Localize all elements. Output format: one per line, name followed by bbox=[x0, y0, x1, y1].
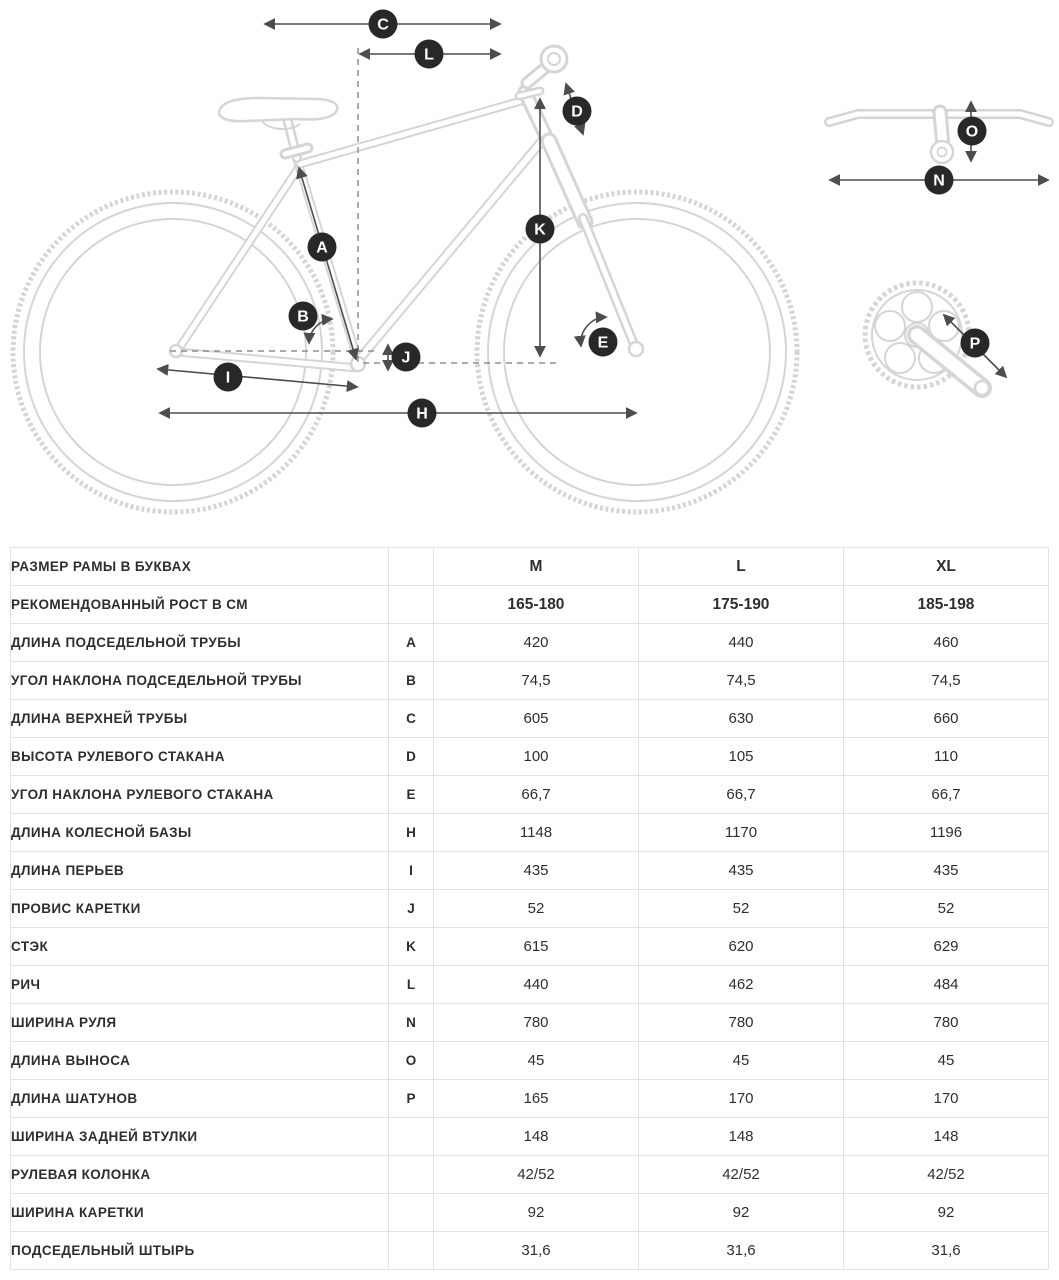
row-label: ДЛИНА КОЛЕСНОЙ БАЗЫ bbox=[11, 814, 389, 852]
row-label: ВЫСОТА РУЛЕВОГО СТАКАНА bbox=[11, 738, 389, 776]
row-value: 31,6 bbox=[844, 1232, 1049, 1270]
dim-label-a bbox=[308, 233, 337, 262]
dim-letter-d: D bbox=[571, 103, 583, 121]
geometry-table-body bbox=[11, 548, 1049, 1270]
row-value: 440 bbox=[639, 624, 844, 662]
dim-letter-c: C bbox=[377, 16, 389, 34]
table-row bbox=[11, 1232, 1049, 1270]
row-letter: E bbox=[389, 776, 434, 814]
row-letter: P bbox=[389, 1080, 434, 1118]
row-value: 170 bbox=[844, 1080, 1049, 1118]
row-value: 74,5 bbox=[844, 662, 1049, 700]
row-value: 52 bbox=[639, 890, 844, 928]
row-value: 148 bbox=[844, 1118, 1049, 1156]
table-row bbox=[11, 1194, 1049, 1232]
row-label: ДЛИНА ВЕРХНЕЙ ТРУБЫ bbox=[11, 700, 389, 738]
row-value: 175-190 bbox=[639, 586, 844, 624]
row-letter bbox=[389, 586, 434, 624]
row-label: УГОЛ НАКЛОНА РУЛЕВОГО СТАКАНА bbox=[11, 776, 389, 814]
row-value: 45 bbox=[639, 1042, 844, 1080]
row-value: 92 bbox=[844, 1194, 1049, 1232]
row-letter bbox=[389, 1118, 434, 1156]
row-value: 148 bbox=[434, 1118, 639, 1156]
dim-label-n bbox=[925, 166, 954, 195]
dim-letter-i: I bbox=[225, 369, 231, 387]
table-row bbox=[11, 928, 1049, 966]
row-label: ШИРИНА ЗАДНЕЙ ВТУЛКИ bbox=[11, 1118, 389, 1156]
row-value: 45 bbox=[844, 1042, 1049, 1080]
row-label: ПРОВИС КАРЕТКИ bbox=[11, 890, 389, 928]
row-value: 629 bbox=[844, 928, 1049, 966]
row-value: L bbox=[639, 548, 844, 586]
table-row bbox=[11, 1080, 1049, 1118]
row-value: 110 bbox=[844, 738, 1049, 776]
dim-label-c bbox=[369, 10, 398, 39]
row-value: 45 bbox=[434, 1042, 639, 1080]
row-value: 66,7 bbox=[434, 776, 639, 814]
row-value: 780 bbox=[844, 1004, 1049, 1042]
row-value: 31,6 bbox=[639, 1232, 844, 1270]
row-value: 92 bbox=[639, 1194, 844, 1232]
dim-i-chainstay bbox=[158, 369, 357, 387]
row-value: 780 bbox=[434, 1004, 639, 1042]
table-row bbox=[11, 814, 1049, 852]
table-row bbox=[11, 548, 1049, 586]
row-letter: I bbox=[389, 852, 434, 890]
row-value: 615 bbox=[434, 928, 639, 966]
row-value: 440 bbox=[434, 966, 639, 1004]
row-label: РИЧ bbox=[11, 966, 389, 1004]
row-label: РУЛЕВАЯ КОЛОНКА bbox=[11, 1156, 389, 1194]
dim-label-o bbox=[958, 117, 987, 146]
row-value: 1196 bbox=[844, 814, 1049, 852]
row-value: 105 bbox=[639, 738, 844, 776]
row-value: 100 bbox=[434, 738, 639, 776]
row-value: 42/52 bbox=[639, 1156, 844, 1194]
row-value: 420 bbox=[434, 624, 639, 662]
table-row bbox=[11, 966, 1049, 1004]
row-letter bbox=[389, 548, 434, 586]
table-row bbox=[11, 776, 1049, 814]
row-value: 170 bbox=[639, 1080, 844, 1118]
row-letter: K bbox=[389, 928, 434, 966]
row-label: РЕКОМЕНДОВАННЫЙ РОСТ В СМ bbox=[11, 586, 389, 624]
bike-geometry-diagram bbox=[0, 0, 1059, 540]
row-value: 31,6 bbox=[434, 1232, 639, 1270]
dim-label-p bbox=[961, 329, 990, 358]
dim-letter-n: N bbox=[933, 172, 945, 190]
table-row bbox=[11, 1042, 1049, 1080]
row-value: 185-198 bbox=[844, 586, 1049, 624]
row-value: M bbox=[434, 548, 639, 586]
saddle bbox=[219, 98, 337, 121]
pedal-hole bbox=[975, 381, 989, 395]
dim-letter-b: B bbox=[297, 308, 309, 326]
dim-a-seat-tube bbox=[299, 168, 356, 359]
row-label: ДЛИНА ШАТУНОВ bbox=[11, 1080, 389, 1118]
row-value: 42/52 bbox=[844, 1156, 1049, 1194]
row-letter: C bbox=[389, 700, 434, 738]
row-value: 660 bbox=[844, 700, 1049, 738]
row-value: 52 bbox=[844, 890, 1049, 928]
row-value: 165 bbox=[434, 1080, 639, 1118]
row-value: 1148 bbox=[434, 814, 639, 852]
table-row bbox=[11, 1156, 1049, 1194]
row-value: XL bbox=[844, 548, 1049, 586]
dim-letter-a: A bbox=[316, 239, 328, 257]
table-row bbox=[11, 1118, 1049, 1156]
dim-label-h bbox=[408, 399, 437, 428]
dim-letter-h: H bbox=[416, 405, 428, 423]
dim-letter-k: K bbox=[534, 221, 546, 239]
dim-letter-j: J bbox=[401, 349, 411, 367]
table-row bbox=[11, 1004, 1049, 1042]
dim-label-l bbox=[415, 40, 444, 69]
handlebar-grip-end bbox=[541, 46, 567, 72]
row-letter: D bbox=[389, 738, 434, 776]
row-label: ДЛИНА ПОДСЕДЕЛЬНОЙ ТРУБЫ bbox=[11, 624, 389, 662]
row-label: ШИРИНА РУЛЯ bbox=[11, 1004, 389, 1042]
table-row bbox=[11, 700, 1049, 738]
row-value: 484 bbox=[844, 966, 1049, 1004]
row-value: 74,5 bbox=[639, 662, 844, 700]
row-value: 66,7 bbox=[639, 776, 844, 814]
table-row bbox=[11, 624, 1049, 662]
row-letter bbox=[389, 1232, 434, 1270]
row-value: 620 bbox=[639, 928, 844, 966]
row-value: 435 bbox=[639, 852, 844, 890]
row-letter: B bbox=[389, 662, 434, 700]
dim-letter-l: L bbox=[424, 46, 434, 64]
row-label: ШИРИНА КАРЕТКИ bbox=[11, 1194, 389, 1232]
row-value: 148 bbox=[639, 1118, 844, 1156]
row-label: СТЭК bbox=[11, 928, 389, 966]
row-value: 165-180 bbox=[434, 586, 639, 624]
table-row bbox=[11, 852, 1049, 890]
dim-letter-o: O bbox=[965, 123, 979, 141]
row-value: 435 bbox=[434, 852, 639, 890]
bike-diagram-svg bbox=[0, 0, 1059, 540]
dim-label-e bbox=[589, 328, 618, 357]
row-letter bbox=[389, 1156, 434, 1194]
row-letter: O bbox=[389, 1042, 434, 1080]
dim-label-b bbox=[289, 302, 318, 331]
reference-lines bbox=[170, 48, 560, 363]
row-value: 605 bbox=[434, 700, 639, 738]
dim-label-j bbox=[392, 343, 421, 372]
row-value: 435 bbox=[844, 852, 1049, 890]
dim-label-i bbox=[214, 363, 243, 392]
steerer-clamp bbox=[931, 141, 953, 163]
front-dropout bbox=[629, 342, 643, 356]
geometry-spec-table bbox=[10, 547, 1049, 1270]
row-value: 74,5 bbox=[434, 662, 639, 700]
row-value: 1170 bbox=[639, 814, 844, 852]
row-label: ДЛИНА ВЫНОСА bbox=[11, 1042, 389, 1080]
table-row bbox=[11, 586, 1049, 624]
row-label: УГОЛ НАКЛОНА ПОДСЕДЕЛЬНОЙ ТРУБЫ bbox=[11, 662, 389, 700]
row-letter: A bbox=[389, 624, 434, 662]
row-letter bbox=[389, 1194, 434, 1232]
row-value: 92 bbox=[434, 1194, 639, 1232]
row-value: 462 bbox=[639, 966, 844, 1004]
row-letter: J bbox=[389, 890, 434, 928]
row-label: РАЗМЕР РАМЫ В БУКВАХ bbox=[11, 548, 389, 586]
row-letter: N bbox=[389, 1004, 434, 1042]
row-letter: H bbox=[389, 814, 434, 852]
row-value: 42/52 bbox=[434, 1156, 639, 1194]
dim-label-d bbox=[563, 97, 592, 126]
table-row bbox=[11, 662, 1049, 700]
dim-letter-e: E bbox=[597, 334, 609, 352]
row-value: 630 bbox=[639, 700, 844, 738]
row-letter: L bbox=[389, 966, 434, 1004]
table-row bbox=[11, 738, 1049, 776]
row-value: 66,7 bbox=[844, 776, 1049, 814]
row-value: 52 bbox=[434, 890, 639, 928]
table-row bbox=[11, 890, 1049, 928]
dim-letter-p: P bbox=[969, 335, 981, 353]
row-label: ДЛИНА ПЕРЬЕВ bbox=[11, 852, 389, 890]
dim-label-k bbox=[526, 215, 555, 244]
row-label: ПОДСЕДЕЛЬНЫЙ ШТЫРЬ bbox=[11, 1232, 389, 1270]
row-value: 460 bbox=[844, 624, 1049, 662]
row-value: 780 bbox=[639, 1004, 844, 1042]
